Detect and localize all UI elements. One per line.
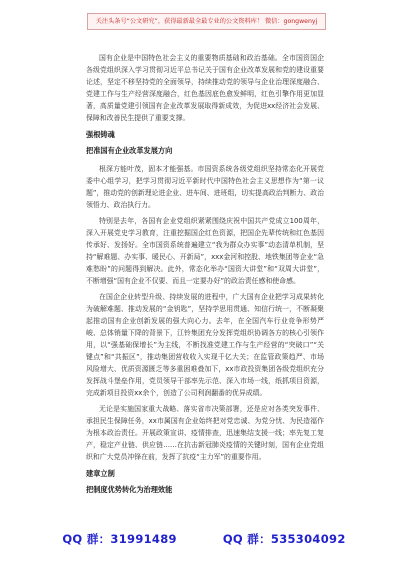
paragraph-4: 在国企企业转型升级、持续发展的进程中，广大国有企业把学习成果转化为破解难题、推动发展的“金钥匙”，坚持学思用贯通、知信行统一，不断凝聚起推动国有企业创新发展的强大向心力。去年，在全国汽车行业竞争形势严峻、总体销量下降的背景下，江铃集团充分发挥党组织协调各方的核心引领作用，以“强基础保增长”为主线，不断找准党建工作与生产经营的“突破口”“关键点”和“共振区”，推动集团营收收入实现千亿大关；在监管政策趋严、市场风险增大、优质资源匮乏等多重困难叠加下，xx市政投资集团各级党组织充分发挥战斗堡垒作用，党员领导干部率先示范、深入市场一线，纸抓项目资源，完成新项目投资xx余个，创造了公司利润翻番的优异成绩。 [86,293,324,397]
footer-qq-group-1: QQ 群：31991489 [62,532,177,546]
section-heading-2: 建章立制 [86,469,115,478]
paragraph-2: 根深方能叶茂，固本才能强基。市国资系统各级党组织坚持常态化开展党委中心组学习，把学习贯彻习近平新时代中国特色社会主义思想作为“第一议题”，推动党的创新理论进企业、进车间、进班组，切实提高政治判断力、政治领悟力、政治执行力。 [86,165,324,209]
section-subheading-2: 把制度优势转化为治理效能 [86,485,173,494]
paragraph-3: 特别是去年，各国有企业党组织紧紧围绕庆祝中国共产党成立100周年，深入开展党史学习教育，注重挖掘国企红色资源，把国企先辈传统和红色基因传承好、发扬好。全市国资系统普遍建立“我为群众办实事”动态清单机制，坚持“解难题、办实事、暖民心、开新局”，xxx金河和控股、地铁集团等企业“急难愁盼”的问题得到解决。此外，常态化举办“国资大讲堂”和“双周大讲堂”，不断增强“国有企业不仅要、而且一定要办好”的政治责任感和使命感。 [86,217,324,285]
footer-qq-group-2: QQ 群：535304092 [222,532,346,546]
footer-contact [0,531,408,547]
header-banner: 关注头条号“公文研究”，获得最新最全最专业的公文资料库！ 微信：gongwenyj [87,13,326,30]
section-subheading-1: 把准国有企业改革发展方向 [86,146,173,155]
paragraph-5: 无论是实施国家重大战略、落实省市决策部署，还是应对各类突发事件、承担民生保障任务，xx市属国有企业始终把对党忠诚、为党分忧、为民造福作为根本政治责任。开展政策宣讲、疫情排查，迅速集结支援一线；率先复工复产，稳定产业链、供应链……在抗击新冠肺炎疫情的关键时刻，国有企业党组织和广大党员冲锋在前，发挥了抗疫“主力军”的重要作用。 [86,405,324,461]
section-heading-1: 强根铸魂 [86,130,115,139]
paragraph-intro: 国有企业是中国特色社会主义的重要物质基础和政治基础。全市国资国企各级党组织深入学习贯彻习近平总书记关于国有企业改革发展和党的建设重要论述，坚定不移坚持党的全面领导，持续推动党的领导与企业治理深度融合、党建工作与生产经营深度融合，红色基因底色愈发鲜明，红色引擎作用更加显著，高质量党建引领国有企业改革发展取得新成效，为促进xx经济社会发展、保障和改善民生提供了重要支撑。 [86,54,324,122]
document-body [86,52,324,502]
